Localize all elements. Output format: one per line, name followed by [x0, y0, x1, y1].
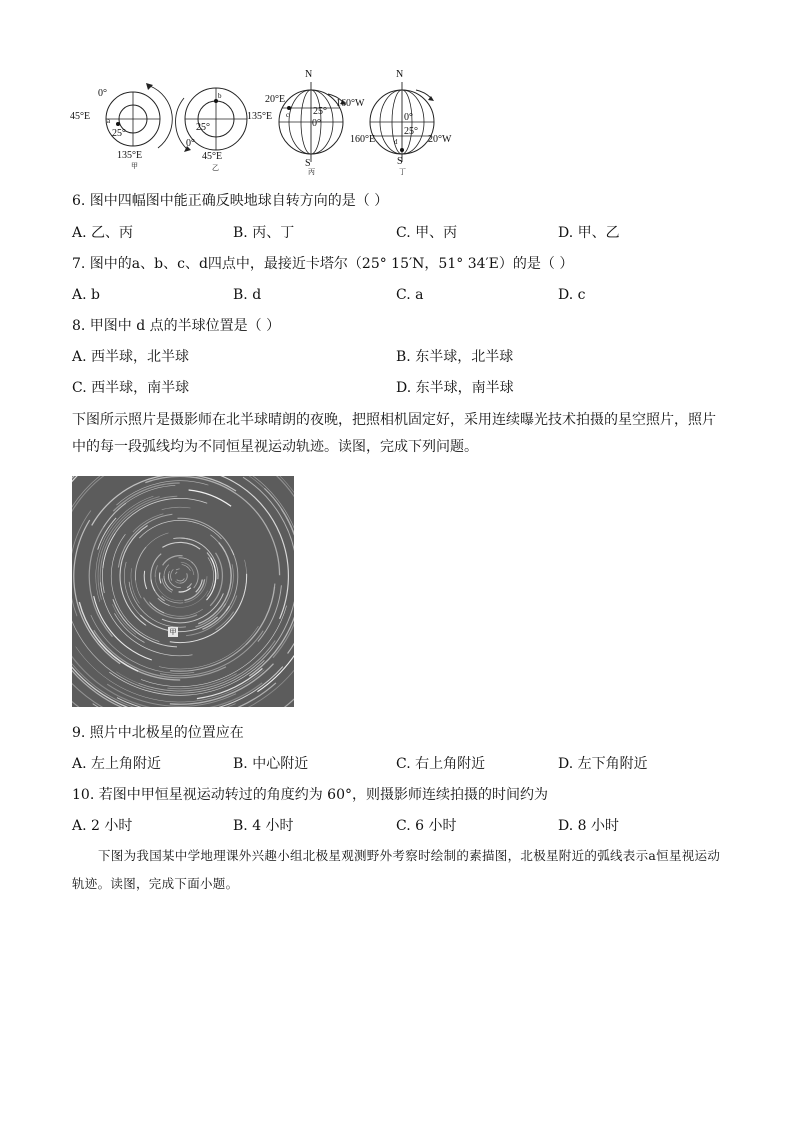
star-trail-arc: [102, 533, 115, 593]
star-trail-arc: [216, 612, 234, 630]
diagram-bing: [265, 69, 365, 176]
star-trail-arc: [202, 606, 229, 629]
bing-point: c: [286, 111, 290, 119]
question-7-option-a[interactable]: A. b: [72, 287, 100, 303]
jia-center-label: 25°: [112, 128, 126, 139]
star-trail-arc: [189, 490, 232, 506]
jia-caption: 甲: [131, 162, 138, 170]
yi-bottom: 45°E: [202, 151, 223, 162]
star-trail-arc: [101, 582, 193, 655]
yi-lat-label: 0°: [186, 138, 195, 149]
question-9-stem: 9. 照片中北极星的位置应在: [72, 725, 244, 741]
ding-caption: 丁: [399, 168, 406, 176]
passage-star-trails: 下图所示照片是摄影师在北半球晴朗的夜晚，把照相机固定好，采用连续曝光技术拍摄的星空照片，照片中的每一段弧线均为不同恒星视运动轨迹。读图，完成下列问题。: [72, 412, 716, 455]
star-trail-arc: [192, 562, 199, 588]
diagram-ding: [350, 69, 452, 176]
jia-lat-label: 0°: [98, 88, 107, 99]
star-trail-arc: [177, 578, 185, 581]
jia-lon-left: 45°E: [70, 111, 91, 122]
question-9-option-b[interactable]: B. 中心附近: [233, 756, 309, 772]
ding-south: S: [397, 156, 403, 167]
star-trail-arc: [72, 476, 191, 620]
question-9-option-d[interactable]: D. 左下角附近: [558, 756, 648, 772]
yi-lon-right: 135°E: [247, 111, 273, 122]
star-trail-arc: [113, 599, 177, 647]
star-trail-arc: [135, 533, 168, 598]
star-trail-photo: [72, 476, 294, 707]
question-10-stem: 10. 若图中甲恒星视运动转过的角度约为 60°，则摄影师连续拍摄的时间约为: [72, 787, 548, 803]
star-trail-arc: [92, 476, 236, 525]
question-7-option-c[interactable]: C. a: [396, 287, 424, 303]
star-trail-arc: [178, 518, 234, 555]
question-9-option-c[interactable]: C. 右上角附近: [396, 756, 486, 772]
question-6-option-c[interactable]: C. 甲、丙: [396, 225, 458, 241]
star-trail-arc: [103, 485, 175, 527]
ding-lat25: 25°: [404, 126, 418, 137]
star-trail-arc: [129, 582, 186, 627]
question-6-option-a[interactable]: A. 乙、丙: [72, 225, 134, 241]
bing-caption: 丙: [308, 168, 315, 176]
star-trail-arc: [180, 573, 187, 583]
star-trail-arc: [72, 476, 199, 564]
star-trail-arc: [173, 538, 191, 540]
yi-point: b: [218, 92, 222, 100]
question-8-option-c[interactable]: C. 西半球，南半球: [72, 380, 190, 396]
question-8-option-b[interactable]: B. 东半球，北半球: [396, 349, 514, 365]
star-trail-arc: [124, 562, 151, 624]
star-trail-arc: [187, 583, 192, 588]
star-trail-arcs: [72, 476, 294, 707]
question-10-option-c[interactable]: C. 6 小时: [396, 818, 457, 834]
question-7-option-d[interactable]: D. c: [558, 287, 586, 303]
diagram-yi: [176, 88, 273, 172]
star-trail-arc: [176, 569, 180, 570]
question-6-option-b[interactable]: B. 丙、丁: [233, 225, 295, 241]
question-10-option-a[interactable]: A. 2 小时: [72, 818, 133, 834]
star-trail-arc: [91, 615, 194, 673]
jia-bottom: 135°E: [117, 150, 143, 161]
star-jia-marker: 甲: [169, 628, 177, 636]
question-9-option-a[interactable]: A. 左上角附近: [72, 756, 162, 772]
bing-lon-left: 20°E: [265, 94, 286, 105]
yi-caption: 乙: [212, 164, 219, 172]
star-trail-arc: [162, 507, 191, 509]
star-trail-arc: [162, 596, 184, 603]
earth-rotation-diagrams: [60, 62, 460, 180]
question-8-stem: 8. 甲图中 d 点的半球位置是（ ）: [72, 318, 281, 334]
ding-eq: 0°: [404, 112, 413, 123]
bing-south: S: [305, 158, 311, 169]
bing-lat25: 25°: [313, 106, 327, 117]
star-trail-arc: [155, 565, 157, 577]
question-6-stem: 6. 图中四幅图中能正确反映地球自转方向的是（ ）: [72, 193, 389, 209]
question-10-option-b[interactable]: B. 4 小时: [233, 818, 294, 834]
bing-lon-right: 160°W: [336, 98, 365, 109]
star-trail-arc: [179, 558, 193, 563]
ding-lon-left: 160°E: [350, 134, 376, 145]
star-trail-arc: [160, 573, 161, 584]
star-trail-arc: [155, 695, 247, 707]
passage-polaris-sketch: 下图为我国某中学地理课外兴趣小组北极星观测野外考察时绘制的素描图，北极星附近的弧线表示a恒星视运动轨迹。读图，完成下面小题。: [72, 848, 721, 891]
diagram-jia: [70, 83, 172, 170]
star-trail-arc: [94, 596, 152, 660]
star-trail-arc: [246, 587, 275, 645]
star-trail-arc: [179, 588, 191, 592]
jia-point: a: [107, 117, 111, 125]
ding-point: d: [394, 138, 398, 146]
star-trail-arc: [171, 569, 174, 580]
star-trail-arc: [144, 571, 146, 589]
question-8-option-a[interactable]: A. 西半球，北半球: [72, 349, 190, 365]
ding-lon-right: 20°W: [428, 134, 452, 145]
star-trail-arc: [111, 534, 159, 641]
star-trail-arc: [264, 488, 294, 595]
bing-north: N: [305, 69, 313, 80]
question-6-option-d[interactable]: D. 甲、乙: [558, 225, 620, 241]
star-trail-arc: [139, 520, 221, 539]
question-7-option-b[interactable]: B. d: [233, 287, 262, 303]
star-trail-arc: [196, 580, 203, 593]
ding-north: N: [396, 69, 404, 80]
question-7-stem: 7. 图中的a、b、c、d四点中，最接近卡塔尔（25° 15′N，51° 34′E）的是（ ）: [72, 256, 574, 272]
star-trail-arc: [158, 598, 170, 605]
star-trail-arc: [99, 641, 180, 680]
star-trail-arc: [170, 574, 247, 643]
question-10-option-d[interactable]: D. 8 小时: [558, 818, 619, 834]
star-trail-arc: [240, 476, 294, 645]
star-trail-arc: [175, 572, 177, 574]
star-trail-arc: [181, 562, 194, 575]
yi-center-label: 25°: [196, 122, 210, 133]
star-trail-arc: [163, 556, 183, 566]
bing-eq: 0°: [312, 118, 321, 129]
star-trail-arc: [164, 565, 169, 581]
star-trail-arc: [162, 542, 200, 549]
question-8-option-d[interactable]: D. 东半球，南半球: [396, 380, 514, 396]
